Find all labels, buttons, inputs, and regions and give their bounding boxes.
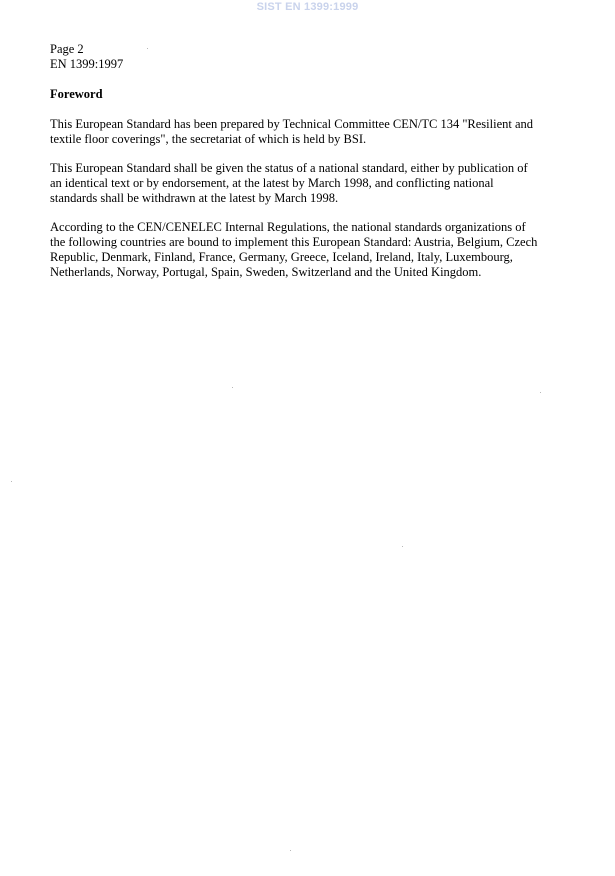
scan-speck (290, 850, 291, 851)
paragraph-line: textile floor coverings", the secretariat of which is held by BSI. (50, 132, 367, 146)
section-heading: Foreword (50, 87, 103, 101)
standard-reference: EN 1399:1997 (50, 57, 124, 71)
paragraph-line: the following countries are bound to implement this European Standard: Austria, Belgium, Czech (50, 235, 538, 249)
scan-speck (232, 387, 233, 388)
paragraph-line: Netherlands, Norway, Portugal, Spain, Sweden, Switzerland and the United Kingdom. (50, 265, 482, 279)
scan-speck (147, 48, 148, 49)
page-header (50, 42, 123, 72)
scan-speck (540, 392, 541, 393)
paragraph-line: This European Standard shall be given the status of a national standard, either by publication of (50, 161, 528, 175)
page-number: Page 2 (50, 42, 84, 56)
paragraph-line: According to the CEN/CENELEC Internal Regulations, the national standards organizations of (50, 220, 526, 234)
paragraph-line: Republic, Denmark, Finland, France, Germany, Greece, Iceland, Ireland, Italy, Luxembourg, (50, 250, 513, 264)
paragraph-line: This European Standard has been prepared by Technical Committee CEN/TC 134 "Resilient and (50, 117, 534, 131)
paragraph-line: standards shall be withdrawn at the latest by March 1998. (50, 191, 339, 205)
paragraph-regulations (50, 220, 560, 280)
watermark: SIST EN 1399:1999 (256, 1, 359, 13)
scan-speck (11, 481, 12, 482)
paragraph-status (50, 161, 560, 206)
paragraph-prepared-by (50, 117, 560, 147)
paragraph-line: an identical text or by endorsement, at the latest by March 1998, and conflicting national (50, 176, 494, 190)
scan-speck (402, 546, 403, 547)
